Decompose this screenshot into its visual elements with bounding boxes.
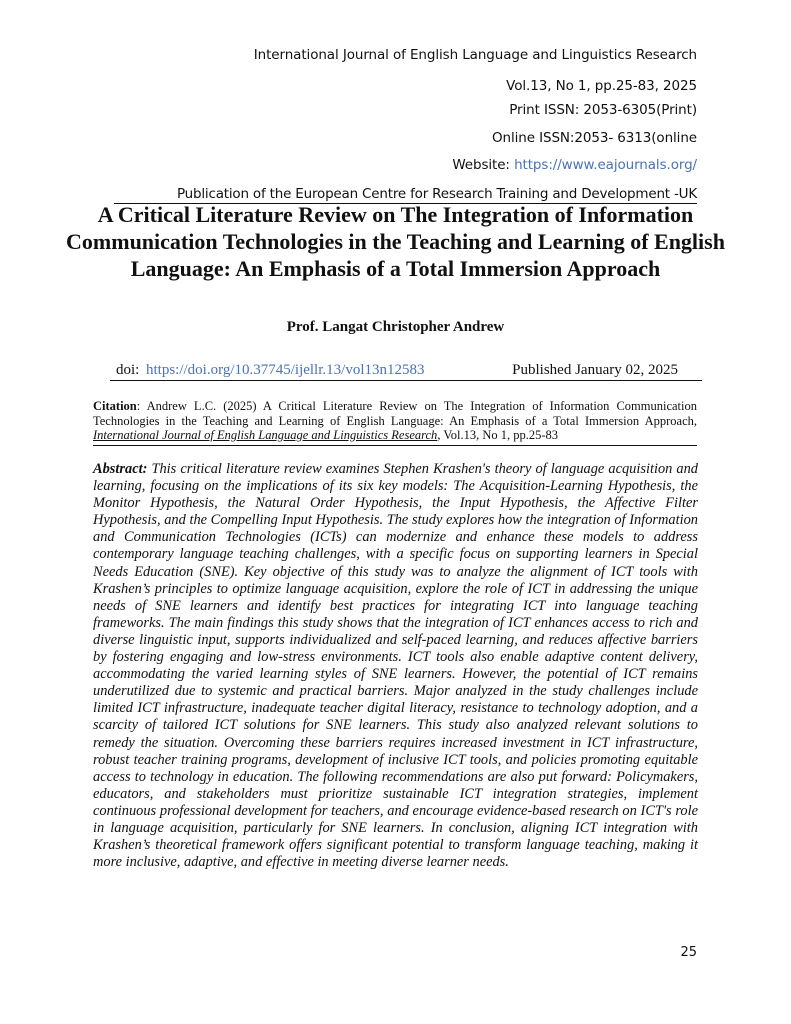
- author-name: Prof. Langat Christopher Andrew: [286, 319, 505, 335]
- print-issn: Print ISSN: 2053-6305(Print): [509, 102, 697, 118]
- doi-link[interactable]: https://doi.org/10.37745/ijellr.13/vol13n12583: [146, 362, 425, 378]
- doi-label: doi:: [116, 362, 140, 378]
- published-date: Published January 02, 2025: [512, 362, 678, 378]
- abstract-label: Abstract:: [93, 461, 148, 477]
- volume-info: Vol.13, No 1, pp.25-83, 2025: [506, 78, 697, 94]
- citation-text-pre: : Andrew L.C. (2025) A Critical Literature Review on The Integration of Information Communication Technologies in the Teaching and Learning of English Language: An Emphasis of a Total Immersion Approach,: [93, 399, 697, 428]
- online-issn: Online ISSN:2053- 6313(online: [491, 130, 697, 146]
- article-title: A Critical Literature Review on The Integration of Information Communication Technologies in the Teaching and Learning of English Language: An Emphasis of a Total Immersion Approach: [66, 202, 725, 281]
- citation-label: Citation: [93, 399, 137, 413]
- abstract-block: [93, 461, 698, 871]
- website-line: [452, 157, 697, 173]
- page-number: 25: [680, 945, 697, 960]
- website-label: Website:: [452, 157, 515, 173]
- website-link[interactable]: https://www.eajournals.org/: [514, 157, 697, 173]
- abstract-text: This critical literature review examines Stephen Krashen's theory of language acquisition and learning, focusing on the implications of its six key models: The Acquisition-Learning Hypothesis, the Monitor Hypothesis, the Natural Order Hypothesis, the Input Hypothesis, the Affective Filter Hypothesis, and the Compelling Input Hypothesis. The study explores how the integration of Information and Communication Technologies (ICTs) can modernize and enhance these models to address contemporary language teaching challenges, with a specific focus on supporting learners in Special Needs Education (SNE). Key objective of this study was to analyze the alignment of ICT tools with Krashen’s principles to optimize language acquisition, explore the role of ICT in addressing the unique needs of SNE learners and identify best practices for integrating ICT into language teaching frameworks. The main findings this study shows that the integration of ICT enhances access to rich and diverse linguistic input, supports individualized and self-paced learning, and reduces affective barriers by fostering engaging and low-stress environments. ICT tools also enable adaptive content delivery, accommodating the varied learning styles of SNE learners. However, the potential of ICT remains underutilized due to systemic and practical barriers. Major analyzed in the study challenges include limited ICT infrastructure, inadequate teacher digital literacy, resistance to technology adoption, and a scarcity of tailored ICT solutions for SNE learners. This study also analyzed relevant solutions to remedy the situation. Overcoming these barriers requires increased investment in ICT infrastructure, robust teacher training programs, development of inclusive ICT tools, and policies promoting equitable access to technology in education. The following recommendations are also put forward: Policymakers, educators, and stakeholders must prioritize sustainable ICT integration strategies, implement continuous professional development for teachers, and encourage evidence-based research on ICT's role in language acquisition, particularly for SNE learners. In conclusion, aligning ICT integration with Krashen’s theoretical framework offers significant potential to transform language teaching, making it more inclusive, adaptive, and effective in meeting diverse learner needs.: [93, 461, 698, 871]
- citation-text-post: , Vol.13, No 1, pp.25-83: [437, 428, 559, 442]
- citation-journal: International Journal of English Language and Linguistics Research: [93, 428, 438, 442]
- citation-block: [93, 399, 697, 446]
- doi-line: [110, 362, 702, 381]
- journal-name: International Journal of English Language and Linguistics Research: [253, 47, 697, 63]
- publisher-line: Publication of the European Centre for Research Training and Development -UK: [114, 186, 697, 204]
